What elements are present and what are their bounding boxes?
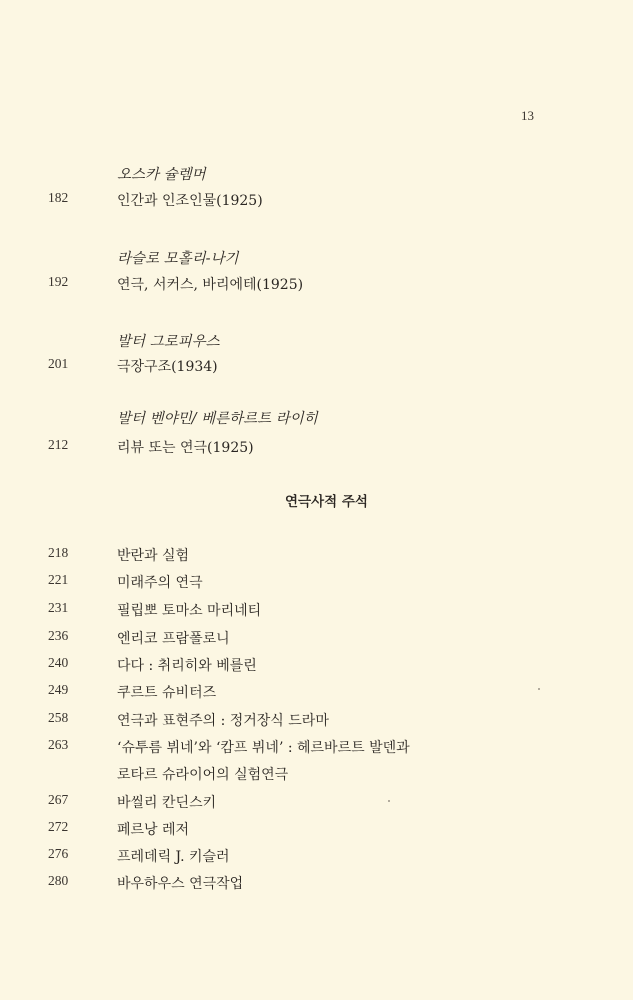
toc-title: 연극과 표현주의 : 정거장식 드라마 [117, 713, 329, 729]
toc-title: 바씰리 칸딘스키 [117, 795, 217, 811]
page-number: 13 [521, 108, 534, 123]
toc-title: 연극, 서커스, 바리에테(1925) [117, 277, 304, 293]
toc-entry [0, 274, 633, 296]
toc-entry [0, 356, 633, 378]
toc-page-number: 192 [48, 274, 69, 289]
toc-title: 페르낭 레저 [117, 822, 190, 838]
toc-title: 극장구조(1934) [117, 359, 218, 375]
author-name: 발터 그로피우스 [117, 334, 220, 350]
toc-entry [0, 545, 633, 567]
toc-page-number: 231 [48, 600, 69, 615]
toc-page-number: 249 [48, 682, 69, 697]
toc-entry [0, 846, 633, 868]
toc-entry [0, 190, 633, 212]
toc-title: 인간과 인조인물(1925) [117, 193, 263, 209]
toc-page-number: 240 [48, 655, 69, 670]
toc-page-number: 272 [48, 819, 69, 834]
toc-title: 쿠르트 슈비터즈 [117, 685, 217, 701]
toc-entry [0, 737, 633, 759]
toc-title: 리뷰 또는 연극(1925) [117, 440, 254, 456]
toc-title: 반란과 실험 [117, 548, 190, 564]
toc-entry [0, 710, 633, 732]
toc-title: 엔리코 프람폴로니 [117, 631, 230, 647]
toc-entry [0, 682, 633, 704]
toc-page-number: 212 [48, 437, 69, 452]
toc-page-number: 218 [48, 545, 69, 560]
toc-entry-continuation [0, 764, 633, 786]
toc-page-number: 182 [48, 190, 69, 205]
author-name: 발터 벤야민/ 베른하르트 라이히 [117, 411, 318, 427]
toc-entry [0, 628, 633, 650]
toc-page-number: 280 [48, 873, 69, 888]
toc-entry [0, 437, 633, 459]
toc-title: 미래주의 연극 [117, 575, 203, 591]
author-name: 오스카 슐렘머 [117, 167, 206, 183]
toc-entry [0, 655, 633, 677]
toc-page-number: 267 [48, 792, 69, 807]
paper-speck [538, 688, 540, 690]
toc-entry [0, 600, 633, 622]
toc-entry [0, 873, 633, 895]
toc-entry [0, 572, 633, 594]
toc-page-number: 221 [48, 572, 69, 587]
author-name: 라슬로 모홀리-나기 [117, 251, 239, 267]
toc-page-number: 258 [48, 710, 69, 725]
section-heading: 연극사적 주석 [285, 494, 368, 510]
toc-entry [0, 792, 633, 814]
toc-title: ‘슈투름 뷔네’와 ‘캄프 뷔네’ : 헤르바르트 발덴과 [117, 740, 410, 756]
toc-page-number: 263 [48, 737, 69, 752]
toc-page-number: 201 [48, 356, 69, 371]
toc-page-number: 236 [48, 628, 69, 643]
toc-page-number: 276 [48, 846, 69, 861]
toc-entry [0, 819, 633, 841]
toc-title: 프레데릭 J. 키슬러 [117, 849, 230, 865]
toc-title: 다다 : 취리히와 베를린 [117, 658, 257, 674]
paper-speck [388, 800, 390, 802]
toc-title: 바우하우스 연극작업 [117, 876, 244, 892]
toc-title: 로타르 슈라이어의 실험연극 [117, 767, 289, 783]
toc-title: 필립뽀 토마소 마리네티 [117, 603, 262, 619]
